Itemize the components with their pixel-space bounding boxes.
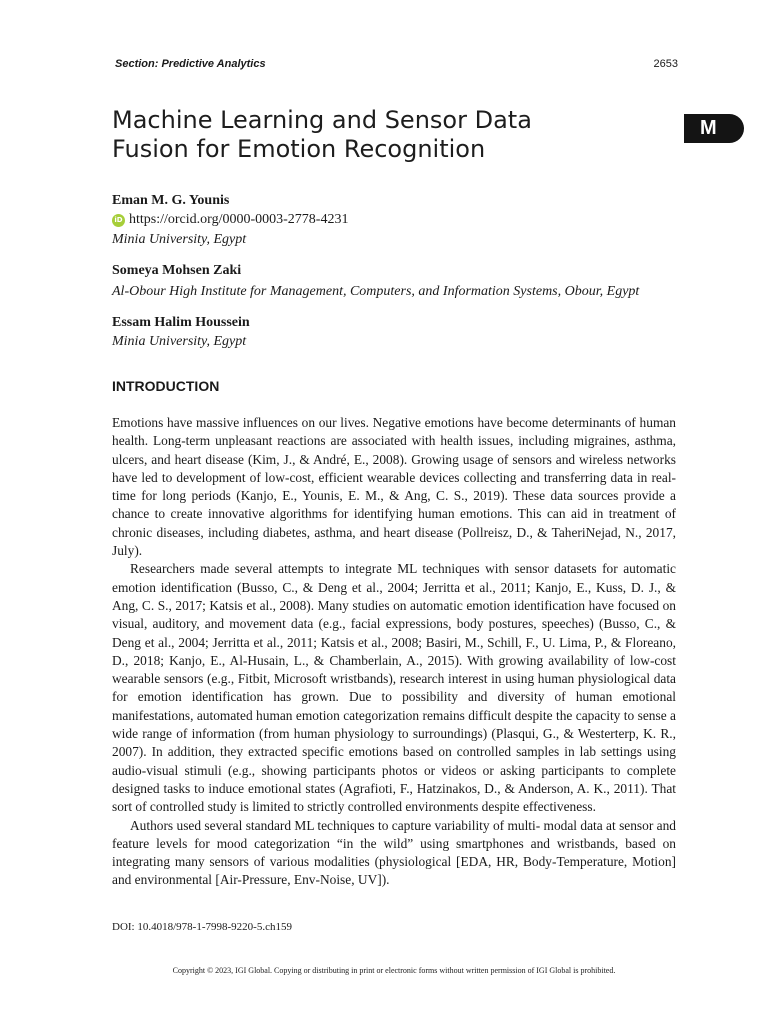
chapter-title-line-1: Machine Learning and Sensor Data — [112, 106, 532, 134]
orcid-link[interactable]: https://orcid.org/0000-0003-2778-4231 — [129, 212, 349, 227]
author-name: Essam Halim Houssein — [112, 315, 250, 330]
body-text — [112, 414, 676, 890]
section-letter-tab: M — [684, 114, 744, 143]
doi: DOI: 10.4018/978-1-7998-9220-5.ch159 — [112, 921, 292, 933]
section-label: Section: Predictive Analytics — [115, 58, 266, 70]
chapter-title — [112, 106, 632, 164]
copyright-notice: Copyright © 2023, IGI Global. Copying or distributing in print or electronic forms without written permission of IGI Global is prohibited. — [172, 966, 616, 975]
orcid-icon: iD — [112, 214, 125, 227]
paragraph: Authors used several standard ML techniques to capture variability of multi- modal data at sensor and feature levels for mood categorization “in the wild” using smartphones and wristbands, based on integrating many sensors of various modalities (physiological [EDA, HR, Body-Temperature, Motion] and environmental [Air-Pressure, Env-Noise, UV]). — [112, 817, 676, 888]
author-name: Eman M. G. Younis — [112, 193, 230, 208]
author-affiliation: Minia University, Egypt — [112, 334, 247, 349]
paragraph: Researchers made several attempts to integrate ML techniques with sensor datasets for automatic emotion identification (Busso, C., & Deng et al., 2004; Jerritta et al., 2011; Kanjo, E., Kuss, D. J., & Ang, C. S., 2017; Katsis et al., 2008). Many studies on automatic emotion identification have focused on visual, auditory, and movement data (e.g., facial expressions, body postures, speeches) (Busso, C., & Deng et al., 2004; Jerritta et al., 2011; Katsis et al., 2008; Basiri, M., Schill, F., U. Lima, P., & Floreano, D., 2018; Kanjo, E., Al-Husain, L., & Chamberlain, A., 2015). With growing availability of low-cost wearable sensors (e.g., Fitbit, Microsoft wristbands), research interest in using human physiological data for emotion identification has grown. Due to possibility and diversity of human emotional manifestations, automated human emotion categorization remains difficult despite the capacity to sense a wide range of information (from human physiology to surroundings) (Plasqui, G., & Westerterp, K. R., 2007). In addition, they extracted specific emotions based on controlled samples in lab settings using audio-visual stimuli (e.g., showing participants photos or videos or asking participants to complete designed tasks to induce emotional states (Agrafioti, F., Hatzinakos, D., & Anderson, A. K., 2011). That sort of controlled study is limited to strictly controlled environments despite effectiveness. — [112, 561, 676, 815]
author-affiliation: Minia University, Egypt — [112, 232, 247, 247]
author-name: Someya Mohsen Zaki — [112, 263, 242, 278]
orcid-link-row[interactable] — [112, 212, 348, 228]
paragraph: Emotions have massive influences on our lives. Negative emotions have become determinants of human health. Long-term unpleasant reactions are associated with health issues, including migraines, asthma, ulcers, and heart disease (Kim, J., & André, E., 2008). Growing usage of sensors and wireless networks have led to development of low-cost, efficient wearable devices collecting and transferring data in real-time for long periods (Kanjo, E., Younis, E. M., & Ang, C. S., 2019). These data sources provide a chance to create innovative algorithms for identifying human emotions. This can aid in treatment of chronic diseases, including diabetes, asthma, and heart disease (Pollreisz, D., & TaheriNejad, N., 2017, July). — [112, 415, 676, 559]
page-number: 2653 — [653, 58, 678, 70]
section-heading: INTRODUCTION — [112, 378, 220, 394]
author-affiliation: Al-Obour High Institute for Management, Computers, and Information Systems, Obour, Egypt — [112, 284, 640, 299]
chapter-title-line-2: Fusion for Emotion Recognition — [112, 135, 486, 163]
